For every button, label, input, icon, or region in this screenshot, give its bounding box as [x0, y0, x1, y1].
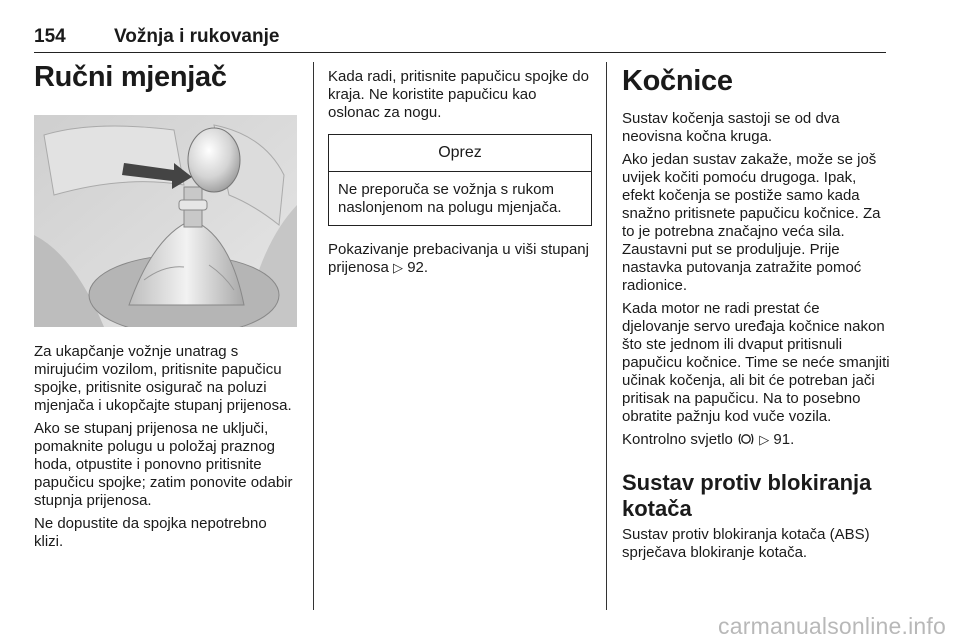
section-heading: Ručni mjenjač: [34, 61, 227, 93]
reference-page: 92.: [407, 259, 429, 276]
reference-text: Pokazivanje prebacivanja u viši stupanj prijenosa: [328, 241, 589, 276]
paragraph: Sustav protiv blokiranja kotača (ABS) sprječava blokiranje kotača.: [622, 526, 870, 561]
column-divider: [313, 62, 314, 610]
paragraph: Ne dopustite da spojka nepotrebno klizi.: [34, 515, 267, 550]
paragraph: Kada motor ne radi prestat će djelovanje servo uređaja kočnice nakon što ste jednom ili dvaput pritisnuli papučicu kočnice. Time se neće smanjiti učinak kočenja, ali bit će potreban jači pritisak na papučicu. Na to posebno obratite pažnju kod vuče vozila.: [622, 300, 890, 425]
watermark: carmanualsonline.info: [718, 613, 946, 639]
page-header: [34, 22, 886, 53]
section-heading: Kočnice: [622, 65, 733, 97]
paragraph: Kada radi, pritisnite papučicu spojke do kraja. Ne koristite papučicu kao oslonac za nogu.: [328, 68, 589, 121]
caution-box: [328, 134, 592, 226]
paragraph: Sustav kočenja sastoji se od dva neovisna kočna kruga.: [622, 110, 840, 145]
brake-warning-lamp-icon: [737, 432, 755, 446]
subsection-heading: Sustav protiv blokiranja kotača: [622, 470, 872, 521]
column-brakes: [622, 64, 890, 567]
lamp-reference-paragraph: [622, 431, 890, 449]
paragraph: Ako jedan sustav zakaže, može se još uvijek kočiti pomoću drugoga. Ipak, efekt kočenja se postiže samo kada snažno pritisnete papučicu kočnice. Za to je potrebna značajno veća sila. Zaustavni put se produljuje. Prije nastavka putovanja zatražite pomoć radionice.: [622, 151, 881, 294]
column-manual-transmission: [34, 60, 299, 556]
reference-paragraph: [328, 241, 592, 277]
column-divider: [606, 62, 607, 610]
paragraph: Za ukapčanje vožnje unatrag s mirujućim vozilom, pritisnite papučicu spojke, pritisnite osigurač na poluzi mjenjača i ukopčajte stupanj prijenosa.: [34, 343, 292, 414]
reference-arrow-icon: ▷: [393, 260, 404, 275]
column-clutch: [328, 68, 592, 282]
paragraph: Ako se stupanj prijenosa ne uključi, pomaknite polugu u položaj praznog hoda, otpustite i ponovno pritisnite papučicu spojke; zatim ponovite odabir stupnja prijenosa.: [34, 420, 293, 509]
page-number: 154: [34, 26, 66, 47]
caution-title: Oprez: [329, 135, 591, 172]
lamp-text: Kontrolno svjetlo: [622, 431, 733, 448]
gear-lever-illustration: [34, 115, 297, 327]
chapter-title: Vožnja i rukovanje: [114, 26, 280, 47]
lamp-page: 91.: [773, 431, 795, 448]
reference-arrow-icon: ▷: [759, 432, 770, 447]
caution-text: Ne preporuča se vožnja s rukom naslonjenom na polugu mjenjača.: [338, 181, 562, 216]
